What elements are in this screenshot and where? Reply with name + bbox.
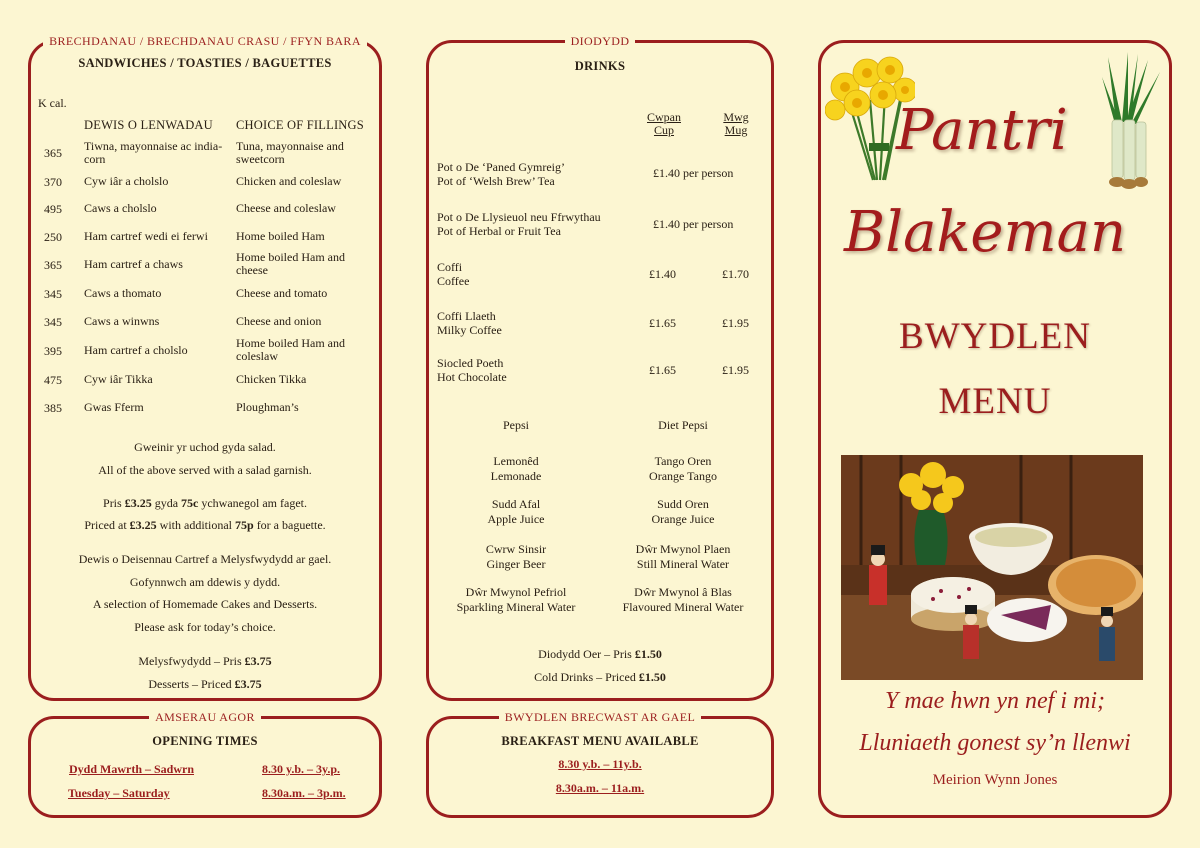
drink-left-en: Ginger Beer bbox=[486, 557, 546, 571]
filling-en: Chicken Tikka bbox=[236, 372, 307, 386]
cakes-note-en-2: Please ask for today’s choice. bbox=[134, 620, 276, 634]
opening-title: AMSERAU AGOR bbox=[149, 710, 261, 724]
drink-cy: Pot o De ‘Paned Gymreig’ bbox=[437, 160, 565, 174]
drink-left-en: Sparkling Mineral Water bbox=[456, 600, 576, 614]
drink-right-cy: Diet Pepsi bbox=[658, 418, 708, 432]
filling-cy: Ham cartref a chaws bbox=[84, 257, 183, 271]
breakfast-time-en: 8.30a.m. – 11a.m. bbox=[555, 781, 645, 795]
drink-cy: Siocled Poeth bbox=[437, 356, 504, 370]
kcal-value: 345 bbox=[44, 287, 62, 301]
poem-line-1: Y mae hwn yn nef i mi; bbox=[885, 688, 1105, 714]
opening-hours-cy: 8.30 y.b. – 3y.p. bbox=[262, 762, 341, 776]
drink-left-cy: Dŵr Mwynol Pefriol bbox=[465, 585, 567, 599]
filling-cy: Ham cartref a cholslo bbox=[84, 343, 188, 357]
cakes-note-cy-2: Gofynnwch am ddewis y dydd. bbox=[129, 575, 281, 589]
sandwiches-title: BRECHDANAU / BRECHDANAU CRASU / FFYN BARA bbox=[43, 34, 367, 48]
filling-en: Home boiled Ham bbox=[236, 229, 325, 243]
kcal-value: 385 bbox=[44, 401, 62, 415]
kcal-value: 475 bbox=[44, 373, 62, 387]
food-photo bbox=[841, 455, 1143, 680]
drink-left-en: Lemonade bbox=[490, 469, 542, 483]
filling-cy: Caws a cholslo bbox=[84, 201, 157, 215]
cold-price-en: Cold Drinks – Priced £1.50 bbox=[534, 670, 666, 684]
cafe-name-line-2: Blakeman bbox=[844, 200, 1127, 265]
drink-left-cy: Cwrw Sinsir bbox=[485, 542, 547, 556]
filling-en: Home boiled Ham and coleslaw bbox=[236, 336, 345, 363]
sandwiches-subtitle: SANDWICHES / TOASTIES / BAGUETTES bbox=[78, 56, 332, 70]
baguette-price-cy: Pris £3.25 gyda 75c ychwanegol am faget. bbox=[103, 496, 307, 510]
drinks-title: DIODYDD bbox=[565, 34, 636, 48]
opening-subtitle: OPENING TIMES bbox=[152, 734, 258, 748]
kcal-value: 365 bbox=[44, 146, 62, 160]
cup-price: £1.40 bbox=[649, 267, 676, 281]
salad-note-en: All of the above served with a salad garnish. bbox=[98, 463, 312, 477]
mug-price: £1.95 bbox=[722, 316, 749, 330]
kcal-value: 495 bbox=[44, 202, 62, 216]
filling-cy: Caws a thomato bbox=[84, 286, 162, 300]
drink-right-cy: Dŵr Mwynol â Blas bbox=[634, 585, 732, 599]
poem-line-2: Lluniaeth gonest sy’n llenwi bbox=[859, 730, 1131, 756]
breakfast-time-cy: 8.30 y.b. – 11y.b. bbox=[558, 757, 642, 771]
drink-right-en: Flavoured Mineral Water bbox=[622, 600, 744, 614]
drink-left-cy: Sudd Afal bbox=[491, 497, 541, 511]
cakes-note-cy-1: Dewis o Deisennau Cartref a Melysfwydydd ar gael. bbox=[78, 552, 332, 566]
mug-price: £1.95 bbox=[722, 363, 749, 377]
drink-en: Milky Coffee bbox=[437, 323, 502, 337]
filling-cy: Cyw iâr Tikka bbox=[84, 372, 153, 386]
drink-right-cy: Dŵr Mwynol Plaen bbox=[635, 542, 731, 556]
kcal-label: K cal. bbox=[38, 96, 67, 110]
drink-left-cy: Lemonêd bbox=[493, 454, 539, 468]
drink-right-en: Still Mineral Water bbox=[636, 557, 730, 571]
cold-price-cy: Diodydd Oer – Pris £1.50 bbox=[538, 647, 662, 661]
filling-cy: Tiwna, mayonnaise ac india-corn bbox=[84, 139, 223, 166]
filling-en: Home boiled Ham and cheese bbox=[236, 250, 345, 277]
drink-cy: Pot o De Llysieuol neu Ffrwythau bbox=[437, 210, 601, 224]
cakes-note-en-1: A selection of Homemade Cakes and Desserts. bbox=[92, 597, 318, 611]
mug-header: Mwg Mug bbox=[723, 110, 749, 137]
cafe-name-line-1: Pantri bbox=[896, 98, 1068, 163]
salad-note-cy: Gweinir yr uchod gyda salad. bbox=[134, 440, 276, 454]
kcal-value: 370 bbox=[44, 175, 62, 189]
mug-price: £1.70 bbox=[722, 267, 749, 281]
kcal-value: 365 bbox=[44, 258, 62, 272]
kcal-value: 345 bbox=[44, 315, 62, 329]
breakfast-subtitle: BREAKFAST MENU AVAILABLE bbox=[501, 734, 699, 748]
kcal-value: 395 bbox=[44, 344, 62, 358]
dessert-price-cy: Melysfwydydd – Pris £3.75 bbox=[138, 654, 272, 668]
menu-title-cy: BWYDLEN bbox=[899, 316, 1091, 357]
poem-author: Meirion Wynn Jones bbox=[932, 772, 1058, 788]
cup-price: £1.65 bbox=[649, 363, 676, 377]
drink-right-en: Orange Tango bbox=[649, 469, 717, 483]
opening-hours-en: 8.30a.m. – 3p.m. bbox=[262, 786, 346, 800]
drink-en: Pot of ‘Welsh Brew’ Tea bbox=[437, 174, 555, 188]
filling-en: Cheese and tomato bbox=[236, 286, 328, 300]
opening-days-cy: Dydd Mawrth – Sadwrn bbox=[69, 762, 195, 776]
baguette-price-en: Priced at £3.25 with additional 75p for a baguette. bbox=[84, 518, 326, 532]
drink-right-cy: Tango Oren bbox=[654, 454, 712, 468]
drink-price: £1.40 per person bbox=[653, 217, 734, 231]
drink-right-cy: Sudd Oren bbox=[657, 497, 709, 511]
filling-cy: Ham cartref wedi ei ferwi bbox=[84, 229, 208, 243]
fillings-header-cy: DEWIS O LENWADAU bbox=[84, 118, 213, 132]
drinks-subtitle: DRINKS bbox=[574, 59, 626, 73]
drink-left-en: Apple Juice bbox=[487, 512, 545, 526]
drink-cy: Coffi bbox=[437, 260, 463, 274]
drink-left-cy: Pepsi bbox=[502, 418, 529, 432]
filling-cy: Gwas Fferm bbox=[84, 400, 144, 414]
drink-right-en: Orange Juice bbox=[651, 512, 715, 526]
filling-en: Tuna, mayonnaise and sweetcorn bbox=[236, 139, 344, 166]
filling-en: Ploughman’s bbox=[236, 400, 299, 414]
drink-price: £1.40 per person bbox=[653, 166, 734, 180]
drink-en: Hot Chocolate bbox=[437, 370, 507, 384]
filling-en: Chicken and coleslaw bbox=[236, 174, 342, 188]
leeks-image bbox=[1098, 52, 1166, 197]
menu-title-en: MENU bbox=[938, 381, 1052, 422]
cup-price: £1.65 bbox=[649, 316, 676, 330]
filling-en: Cheese and onion bbox=[236, 314, 322, 328]
opening-days-en: Tuesday – Saturday bbox=[68, 786, 170, 800]
filling-cy: Cyw iâr a cholslo bbox=[84, 174, 169, 188]
drink-cy: Coffi Llaeth bbox=[437, 309, 496, 323]
cup-header: Cwpan Cup bbox=[647, 110, 681, 137]
drink-en: Coffee bbox=[437, 274, 470, 288]
filling-en: Cheese and coleslaw bbox=[236, 201, 336, 215]
dessert-price-en: Desserts – Priced £3.75 bbox=[148, 677, 262, 691]
kcal-value: 250 bbox=[44, 230, 62, 244]
filling-cy: Caws a winwns bbox=[84, 314, 160, 328]
drink-en: Pot of Herbal or Fruit Tea bbox=[437, 224, 561, 238]
fillings-header-en: CHOICE OF FILLINGS bbox=[236, 118, 364, 132]
breakfast-title: BWYDLEN BRECWAST AR GAEL bbox=[499, 710, 701, 724]
